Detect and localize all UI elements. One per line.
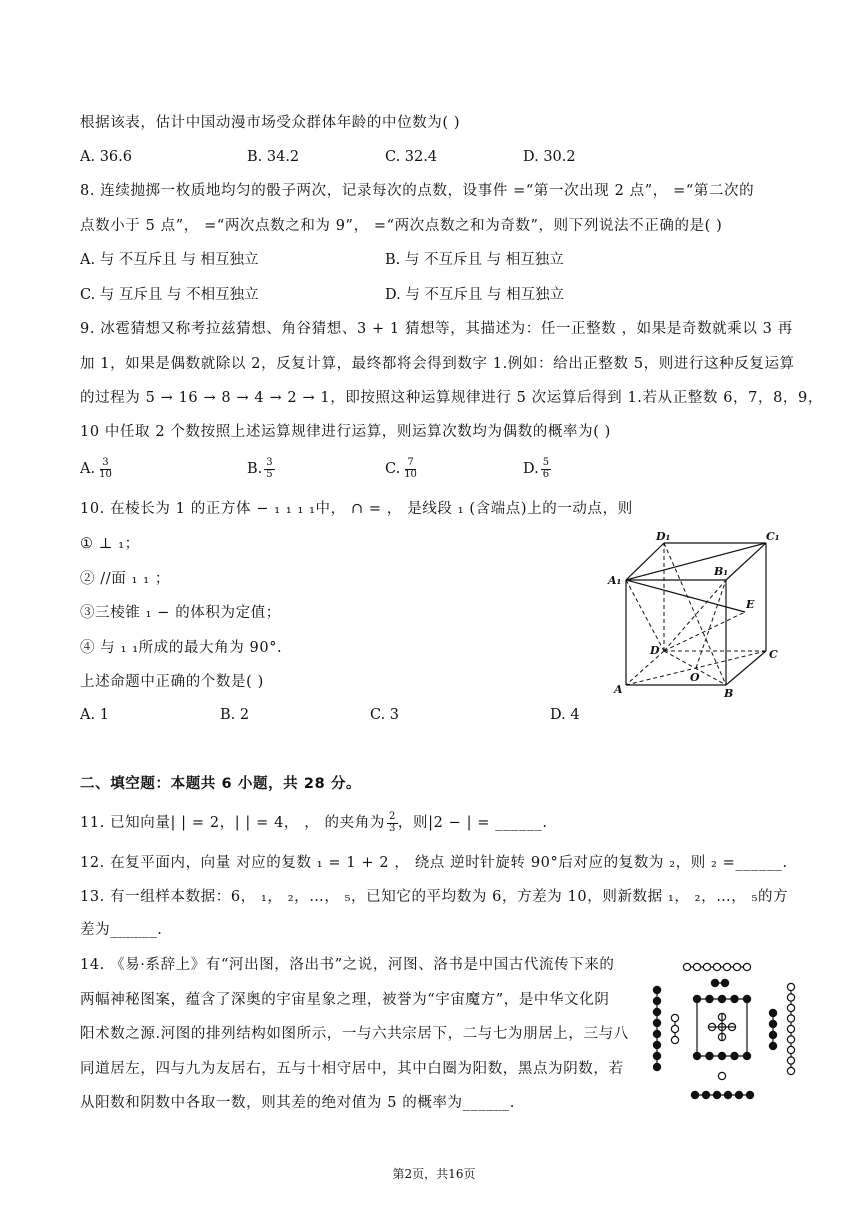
q9-option-c-label: C. xyxy=(385,461,401,477)
hetu-top-seven xyxy=(743,963,750,970)
label-d1: D₁ xyxy=(656,530,671,543)
q10-option-b: B. 2 xyxy=(220,707,250,723)
q7-option-d: D. 30.2 xyxy=(523,149,576,165)
hetu-left-eight xyxy=(653,1008,660,1015)
label-b: B xyxy=(724,687,734,700)
q14-line3: 阳术数之源.河图的排列结构如图所示，一与六共宗居下，二与七为朋居上，三与八 xyxy=(80,1026,629,1042)
hidden-a1-d xyxy=(626,580,664,651)
q10-statement-2: ② //面 ₁ ₁ ； xyxy=(80,571,170,587)
q9-option-d-num: 5 xyxy=(542,457,550,468)
label-a: A xyxy=(614,683,623,696)
hetu-top-seven xyxy=(683,963,690,970)
q9-option-a-den: 10 xyxy=(99,468,112,480)
q14-line5: 从阳数和阴数中各取一数，则其差的绝对值为 5 的概率为______. xyxy=(80,1095,515,1111)
q9-option-d xyxy=(523,458,551,480)
q10-statement-3: ③三棱锥 ₁ − 的体积为定值； xyxy=(80,605,281,621)
q9-option-d-label: D. xyxy=(523,461,539,477)
hetu-right-four xyxy=(769,1031,776,1038)
hetu-right-nine xyxy=(787,1057,794,1064)
q7-stem: 根据该表，估计中国动漫市场受众群体年龄的中位数为( ) xyxy=(80,115,461,131)
label-o: O xyxy=(690,671,700,684)
hetu-left-eight xyxy=(653,1041,660,1048)
q9-option-c-den: 10 xyxy=(404,468,417,480)
hetu-ten-bottom xyxy=(718,1052,725,1059)
hetu-bottom-six xyxy=(713,1091,720,1098)
q10-option-d: D. 4 xyxy=(550,707,580,723)
hetu-right-nine xyxy=(787,1067,794,1074)
q9-option-b xyxy=(247,458,275,480)
hidden-o-b1 xyxy=(696,580,726,668)
hetu-bottom-six xyxy=(724,1091,731,1098)
q10-line1: 10. 在棱长为 1 的正方体 − ₁ ₁ ₁ ₁中， ∩ = ， 是线段 ₁ (含端点)上的一动点，则 xyxy=(80,501,633,517)
q9-option-a-num: 3 xyxy=(102,457,109,468)
q9-option-d-den: 6 xyxy=(542,468,550,480)
q9-option-b-den: 5 xyxy=(266,468,273,480)
section-2-title: 二、填空题：本题共 6 小题，共 28 分。 xyxy=(80,776,362,792)
hetu-right-nine xyxy=(787,1004,794,1011)
hetu-right-nine xyxy=(787,983,794,990)
hetu-bottom-six xyxy=(746,1091,753,1098)
hetu-right-four xyxy=(769,1020,776,1027)
hetu-right-nine xyxy=(787,1046,794,1053)
q9-option-c-fraction xyxy=(402,458,419,480)
edge-b-c xyxy=(726,651,766,685)
q7-option-c: C. 32.4 xyxy=(385,149,438,165)
hetu-right-nine xyxy=(787,994,794,1001)
q9-line1: 9. 冰雹猜想又称考拉兹猜想、角谷猜想、3 + 1 猜想等，其描述为：任一正整数 ，如果是奇数就乘以 3 再 xyxy=(80,321,793,337)
q10-statement-1: ① ⊥ ₁； xyxy=(80,536,140,552)
q8-option-a: A. 与 不互斥且 与 相互独立 xyxy=(80,252,259,268)
label-e: E xyxy=(746,598,755,611)
q9-line4: 10 中任取 2 个数按照上述运算规律进行运算，则运算次数均为偶数的概率为( ) xyxy=(80,424,611,440)
q8-option-c: C. 与 互斥且 与 不相互独立 xyxy=(80,287,259,303)
q11 xyxy=(80,812,548,834)
hetu-ten-top xyxy=(706,995,713,1002)
q12: 12. 在复平面内，向量 对应的复数 ₁ = 1 + 2 ， 绕点 逆时针旋转 90°后对应的复数为 ₂，则 ₂ =______. xyxy=(80,855,788,871)
hetu-figure xyxy=(645,955,805,1120)
label-d: D xyxy=(650,644,660,657)
q9-option-d-fraction xyxy=(541,458,551,480)
q11-num: 2 xyxy=(388,811,396,822)
page-footer: 第2页，共16页 xyxy=(392,1167,476,1181)
q14-line2: 两幅神秘图案，蕴含了深奥的宇宙星象之理，被誉为“宇宙魔方”，是中华文化阴 xyxy=(80,992,610,1008)
hidden-d-e xyxy=(664,612,745,651)
q9-option-a-fraction xyxy=(97,458,114,480)
hetu-top-seven xyxy=(693,963,700,970)
hetu-bottom-six xyxy=(691,1091,698,1098)
hetu-top-seven xyxy=(733,963,740,970)
q9-option-a xyxy=(80,458,114,480)
q7-option-b: B. 34.2 xyxy=(247,149,300,165)
q9-option-c-num: 7 xyxy=(407,457,414,468)
q14-line4: 同道居左，四与九为友居右，五与十相守居中，其中白圈为阳数，黑点为阴数，若 xyxy=(80,1061,624,1077)
q10-ask: 上述命题中正确的个数是( ) xyxy=(80,674,264,690)
hetu-right-four xyxy=(769,1009,776,1016)
hetu-ten-bottom xyxy=(706,1052,713,1059)
q10-option-a: A. 1 xyxy=(80,707,109,723)
label-c1: C₁ xyxy=(766,530,780,543)
hetu-left-three xyxy=(671,1025,678,1032)
hetu-left-three xyxy=(671,1036,678,1043)
q7-option-a: A. 36.6 xyxy=(80,149,132,165)
q13-line2: 差为______. xyxy=(80,922,163,938)
hetu-left-eight xyxy=(653,1030,660,1037)
q10-option-c: C. 3 xyxy=(370,707,400,723)
q8-line2: 点数小于 5 点”， =“两次点数之和为 9”， =“两次点数之和为奇数”，则下列说法不正确的是( ) xyxy=(80,218,723,234)
q8-option-d: D. 与 不互斥且 与 相互独立 xyxy=(385,287,565,303)
q11-pre: 11. 已知向量| | = 2，| | = 4， ， 的夹角为 xyxy=(80,815,385,831)
q8-line1: 8. 连续抛掷一枚质地均匀的骰子两次，记录每次的点数，设事件 =“第一次出现 2 点”， =“第二次的 xyxy=(80,183,755,199)
hetu-left-eight xyxy=(653,1052,660,1059)
q9-line3: 的过程为 5 → 16 → 8 → 4 → 2 → 1，即按照这种运算规律进行 5 次运算后得到 1.若从正整数 6，7，8，9， xyxy=(80,390,823,406)
hetu-right-nine xyxy=(787,1015,794,1022)
q14-line1: 14. 《易·系辞上》有“河出图，洛出书”之说，河图、洛书是中国古代流传下来的 xyxy=(80,957,615,973)
hetu-top-two xyxy=(711,979,718,986)
hetu-ten-top xyxy=(731,995,738,1002)
label-c: C xyxy=(769,648,778,661)
cube-figure xyxy=(600,530,800,700)
q9-line2: 加 1，如果是偶数就除以 2，反复计算，最终都将会得到数字 1.例如：给出正整数 5，则进行这种反复运算 xyxy=(80,356,795,372)
hetu-right-four xyxy=(769,1042,776,1049)
hetu-left-eight xyxy=(653,986,660,993)
hetu-ten-bottom xyxy=(731,1052,738,1059)
label-a1: A₁ xyxy=(608,574,622,587)
hidden-d-b1 xyxy=(664,580,726,651)
hetu-ten-top xyxy=(718,995,725,1002)
hetu-top-seven xyxy=(713,963,720,970)
hetu-left-eight xyxy=(653,1063,660,1070)
hetu-left-three xyxy=(671,1014,678,1021)
label-b1: B₁ xyxy=(714,565,729,578)
q13-line1: 13. 有一组样本数据：6， ₁， ₂，…， ₅，已知它的平均数为 6，方差为 10，则新数据 ₁， ₂，…， ₅的方 xyxy=(80,889,789,905)
q9-option-b-label: B. xyxy=(247,461,263,477)
hetu-left-eight xyxy=(653,997,660,1004)
q11-post: ，则|2 − | = ______. xyxy=(397,815,548,831)
hetu-top-seven xyxy=(723,963,730,970)
q9-option-c xyxy=(385,458,419,480)
hetu-top-two xyxy=(721,979,728,986)
hetu-bottom-six xyxy=(702,1091,709,1098)
hetu-right-nine xyxy=(787,1036,794,1043)
q9-option-b-num: 3 xyxy=(266,457,273,468)
edge-a1-c1 xyxy=(626,543,766,580)
hetu-right-nine xyxy=(787,1025,794,1032)
q9-option-a-label: A. xyxy=(80,461,96,477)
q11-angle-fraction xyxy=(387,812,398,834)
q11-den: 3 xyxy=(388,822,396,834)
hetu-bottom-one xyxy=(718,1072,725,1079)
hetu-top-seven xyxy=(703,963,710,970)
q8-option-b: B. 与 不互斥且 与 相互独立 xyxy=(385,252,564,268)
hetu-left-eight xyxy=(653,1019,660,1026)
edge-a1-e xyxy=(626,580,745,612)
hetu-bottom-six xyxy=(735,1091,742,1098)
q10-statement-4: ④ 与 ₁ ₁所成的最大角为 90°. xyxy=(80,640,283,656)
q9-option-b-fraction xyxy=(264,458,274,480)
